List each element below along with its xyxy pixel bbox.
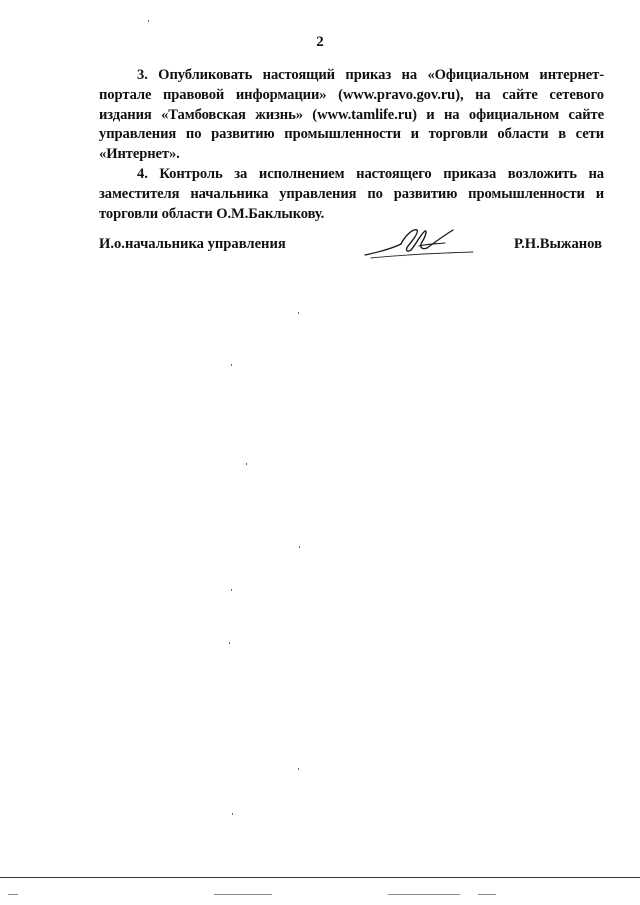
signature-block bbox=[99, 232, 604, 262]
paragraph-control: 4. Контроль за исполнением настоящего приказа возложить на заместителя начальника управления по развитию промышленности и торговли области О.М.Баклыкову. bbox=[99, 165, 604, 222]
scan-speck bbox=[298, 768, 299, 770]
scan-speck bbox=[298, 312, 299, 314]
handwritten-signature bbox=[361, 222, 479, 262]
signatory-position: И.о.начальника управления bbox=[99, 236, 286, 252]
document-body bbox=[99, 66, 604, 224]
page-number: 2 bbox=[316, 34, 324, 50]
signatory-name: Р.Н.Выжанов bbox=[514, 236, 602, 252]
scan-edge-mark bbox=[214, 894, 272, 895]
scan-speck bbox=[229, 642, 230, 644]
scan-speck bbox=[231, 589, 232, 591]
scan-edge-mark bbox=[8, 894, 18, 895]
scan-speck bbox=[232, 813, 233, 815]
scan-speck bbox=[299, 546, 300, 548]
scan-speck bbox=[148, 20, 149, 22]
scan-speck bbox=[246, 463, 247, 465]
paragraph-publication: 3. Опубликовать настоящий приказ на «Официальном интернет-портале правовой информации» (www.pravo.gov.ru), на сайте сетевого издания «Тамбовская жизнь» (www.tamlife.ru) и на официальном сайте управления по развитию промышленности и торговли области в сети «Интернет». bbox=[99, 67, 604, 163]
bottom-rule bbox=[0, 877, 640, 878]
scan-speck bbox=[231, 364, 232, 366]
scan-edge-mark bbox=[388, 894, 460, 895]
scan-edge-mark bbox=[478, 894, 496, 895]
